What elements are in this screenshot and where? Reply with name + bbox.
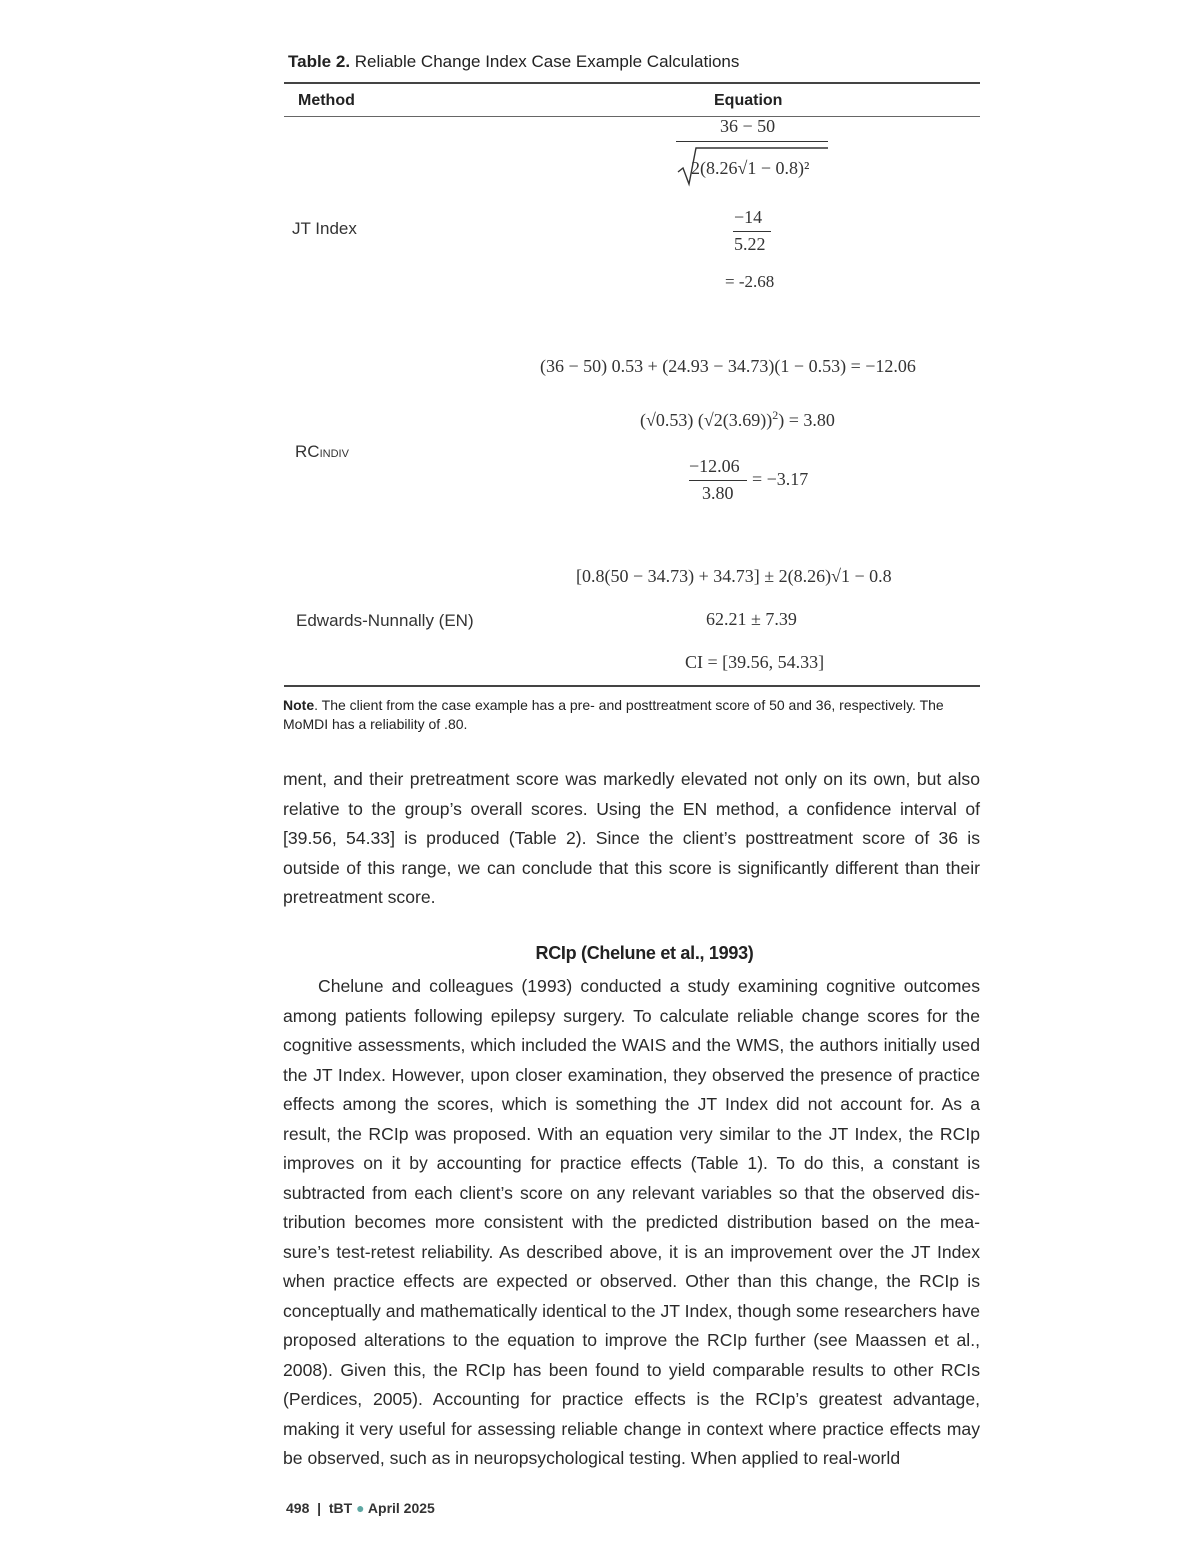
jt-denominator: 2(8.26√1 − 0.8)² bbox=[691, 158, 810, 178]
note-text: . The client from the case example has a pre- and posttreatment score of 50 and 36, respectively. The MoMDI has a reliability of .80. bbox=[283, 697, 944, 732]
rc-line-2-sup: 2 bbox=[772, 408, 779, 422]
rc-result: = −3.17 bbox=[752, 469, 809, 489]
jt-fraction-line-2 bbox=[733, 231, 771, 232]
jt-fraction-line bbox=[676, 141, 828, 142]
header-method: Method bbox=[298, 92, 355, 109]
method-edwards-nunnally: Edwards-Nunnally (EN) bbox=[296, 611, 474, 630]
en-line-3: CI = [39.56, 54.33] bbox=[685, 652, 825, 672]
page-number: 498 bbox=[286, 1500, 310, 1516]
note-label: Note bbox=[283, 697, 315, 713]
rc-fraction-line bbox=[689, 480, 747, 481]
page-footer bbox=[286, 1500, 435, 1516]
jt-numerator-2: −14 bbox=[734, 207, 763, 227]
table-note bbox=[283, 696, 983, 734]
jt-result: = -2.68 bbox=[725, 272, 775, 291]
method-rc-indiv bbox=[295, 442, 349, 462]
table-header-rule bbox=[284, 116, 980, 117]
journal-name: tBT bbox=[328, 1500, 353, 1516]
table-bottom-rule bbox=[284, 685, 980, 687]
issue-date: April 2025 bbox=[367, 1500, 435, 1516]
table-label: Table 2. bbox=[288, 52, 351, 71]
rc-line-2c: ) = 3.80 bbox=[778, 410, 835, 430]
section-heading bbox=[283, 943, 1200, 964]
rc-line-2b: (√2(3.69)) bbox=[697, 410, 773, 430]
method-jt-index: JT Index bbox=[292, 219, 357, 238]
jt-numerator: 36 − 50 bbox=[720, 116, 776, 136]
section-heading-text: RCIp (Chelune et al., 1993) bbox=[535, 943, 754, 963]
en-line-1: [0.8(50 − 34.73) + 34.73] ± 2(8.26)√1 − 0.8 bbox=[576, 566, 892, 586]
jt-denominator-2: 5.22 bbox=[734, 234, 766, 254]
rc-main: RC bbox=[295, 442, 320, 461]
table-top-rule bbox=[284, 82, 980, 84]
rc-subscript: INDIV bbox=[319, 448, 349, 460]
rc-line-2a: (√0.53) bbox=[640, 410, 694, 430]
rc-line-1: (36 − 50) 0.53 + (24.93 − 34.73)(1 − 0.53) = −12.06 bbox=[540, 356, 916, 376]
table-title: Reliable Change Index Case Example Calculations bbox=[354, 52, 740, 71]
header-equation: Equation bbox=[714, 92, 783, 109]
body-paragraph-2: Chelune and colleagues (1993) conducted a study examining cognitive outcomes among patients following epilepsy surgery. To calculate reliable change scores for the cognitive assessments, which included the WAIS and the WMS, the authors initially used the JT Index. However, upon closer examination, they observed the presence of practice effects among the scores, which is something the JT Index did not account for. As a result, the RCIp was proposed. With an equation very similar to the JT Index, the RCIp improves on it by accounting for practice effects (Table 1). To do this, a constant is subtracted from each client’s score on any relevant variables so that the observed dis-tribution becomes more consistent with the predicted distribution based on the mea-sure’s test-retest reliability. As described above, it is an improvement over the JT Index when practice effects are expected or observed. Other than this change, the RCIp is conceptually and mathematically identical to the JT Index, though some researchers have proposed alterations to the equation to improve the RCIp further (see Maassen et al., 2008). Given this, the RCIp has been found to yield comparable results to other RCIs (Perdices, 2005). Accounting for practice effects is the RCIp’s greatest advantage, making it very useful for assessing reliable change in context where practice effects may be observed, such as in neuropsychological testing. When applied to real-world bbox=[283, 976, 980, 1468]
rc-line-2 bbox=[640, 408, 835, 431]
table-caption bbox=[288, 52, 739, 72]
bullet-icon: ● bbox=[356, 1500, 365, 1516]
en-line-2: 62.21 ± 7.39 bbox=[706, 609, 797, 629]
rc-denominator: 3.80 bbox=[702, 483, 734, 503]
footer-separator: | bbox=[317, 1500, 322, 1516]
rc-numerator: −12.06 bbox=[689, 456, 740, 476]
body-paragraph-1: ment, and their pretreatment score was markedly elevated not only on its own, but also relative to the group’s overall scores. Using the EN method, a confidence interval of [39.56, 54.33] is produced (Table 2). Since the client’s posttreatment score of 36 is outside of this range, we can conclude that this score is significantly different than their pretreatment score. bbox=[283, 769, 980, 907]
